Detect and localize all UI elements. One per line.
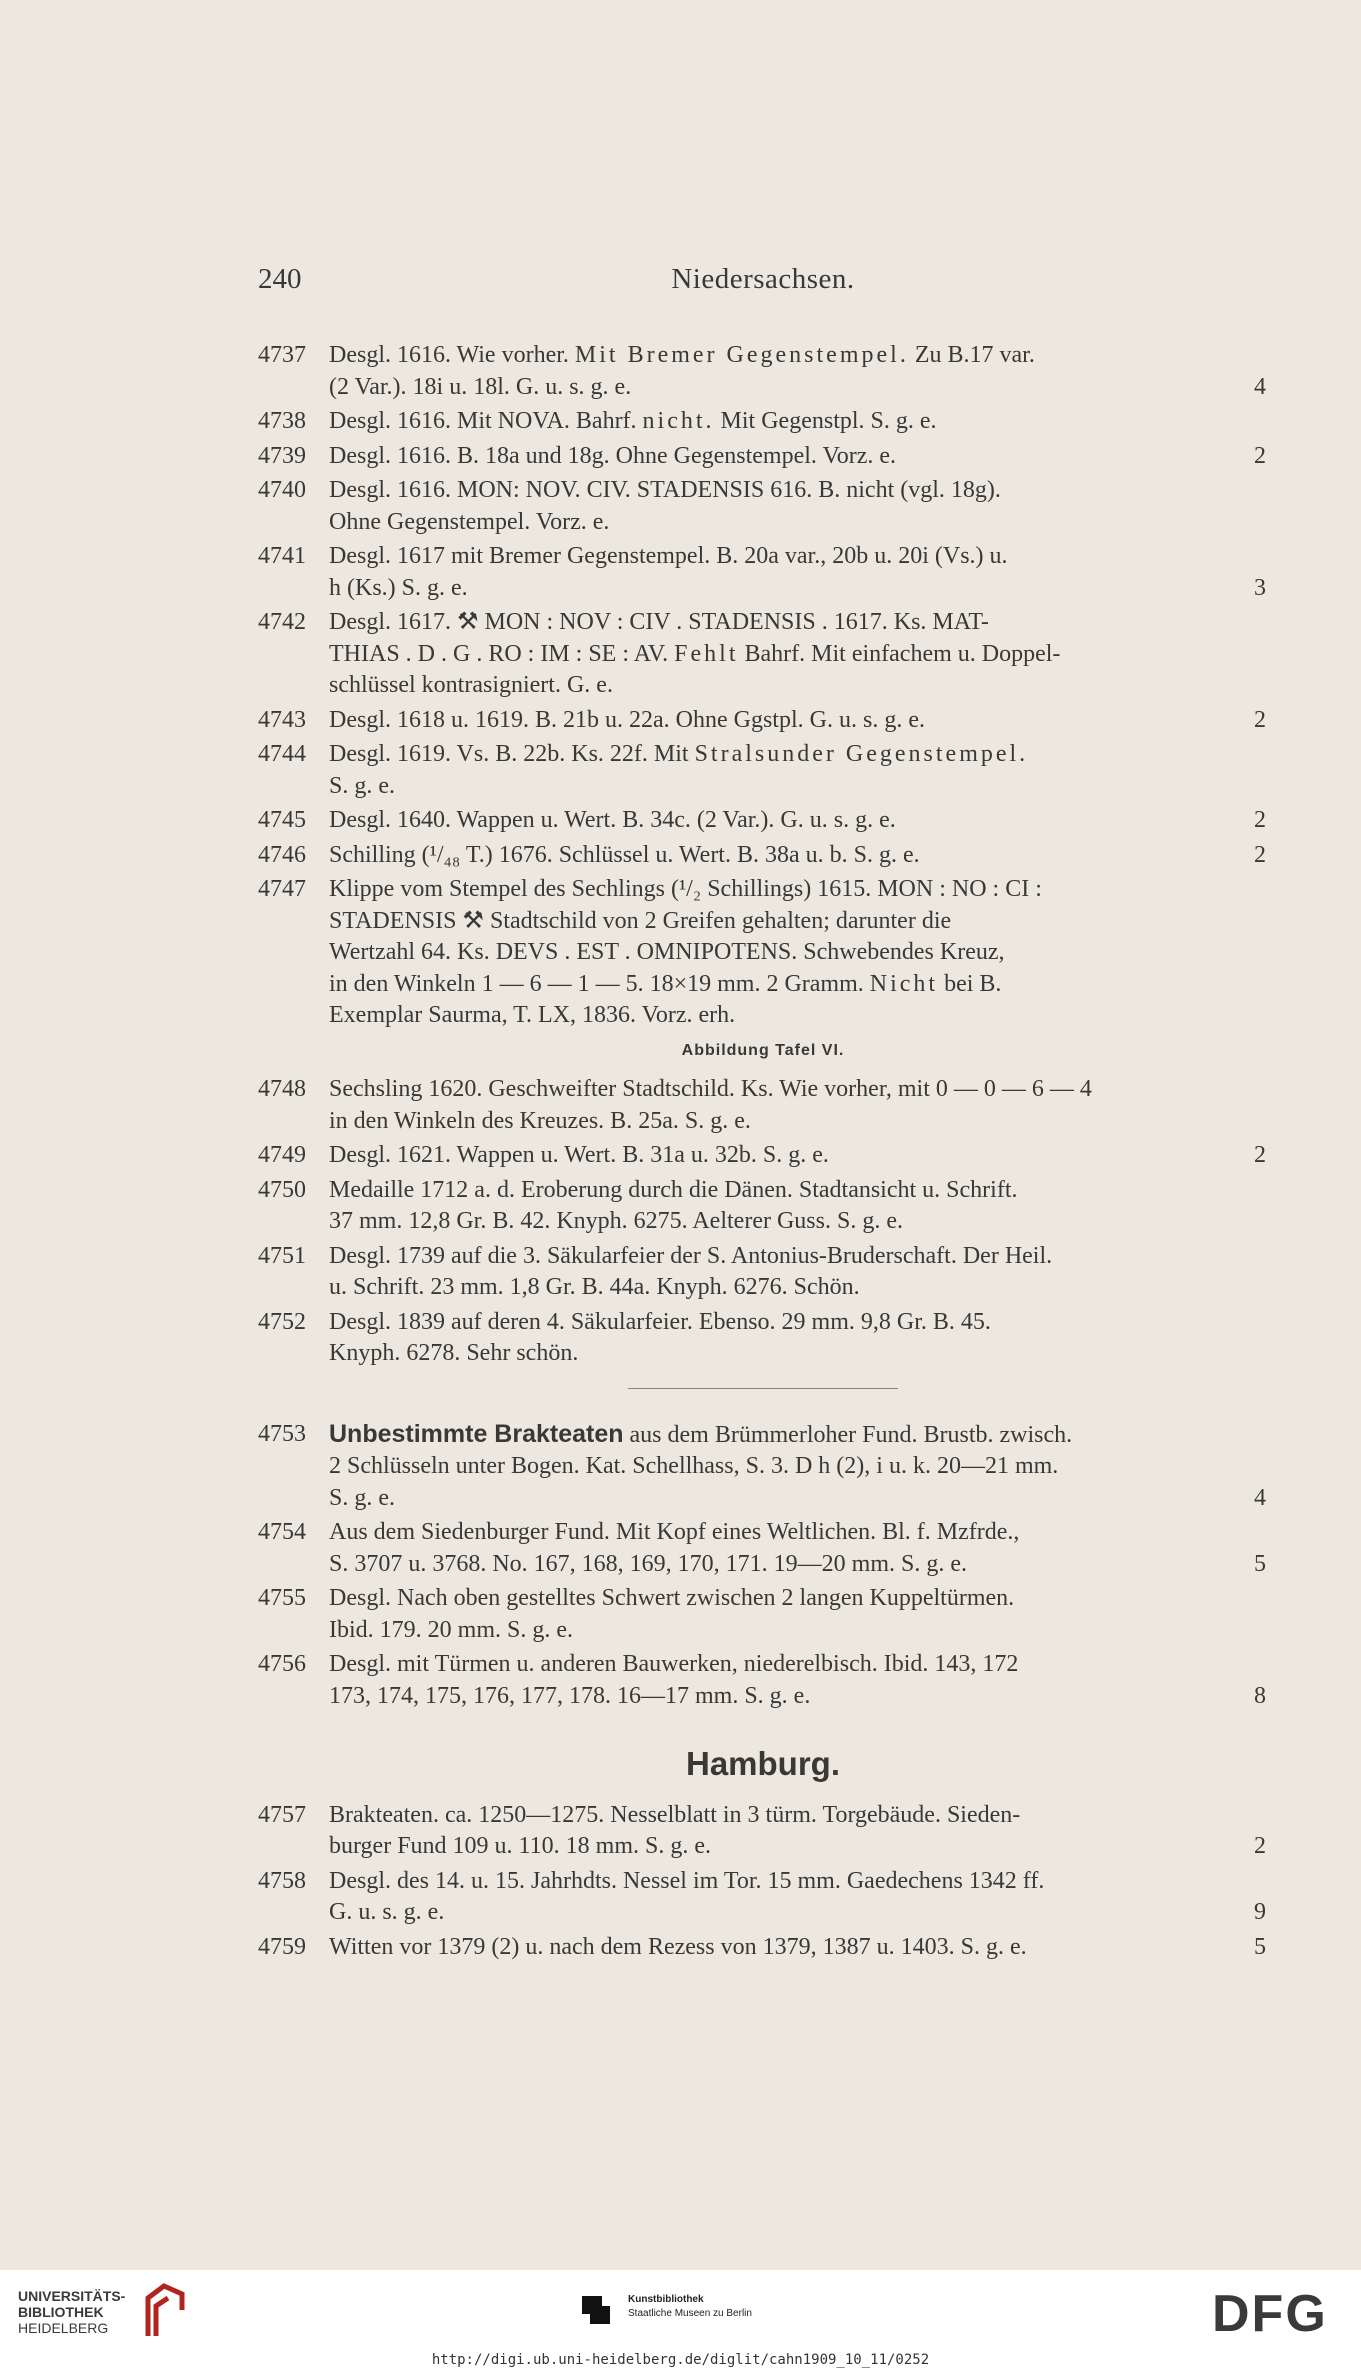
entry-number: 4753 bbox=[258, 1420, 306, 1447]
catalog-entry bbox=[258, 475, 1268, 538]
catalog-entry bbox=[258, 1583, 1268, 1646]
entry-line bbox=[329, 1175, 1268, 1207]
bold-heading-text: Unbestimmte Brakteaten bbox=[329, 1419, 624, 1448]
entry-text: bei B. bbox=[938, 970, 1002, 997]
entry-number: 4742 bbox=[258, 609, 306, 635]
entry-line bbox=[329, 1866, 1268, 1898]
kunstbibliothek-logo[interactable] bbox=[580, 2292, 810, 2332]
entry-line bbox=[329, 1615, 1268, 1647]
entry-text: Brakteaten. ca. 1250—1275. Nesselblatt in 3 türm. Torgebäude. Sieden- bbox=[329, 1801, 1021, 1828]
entry-text: Desgl. 1621. Wappen u. Wert. B. 31a u. 32b. S. g. e. bbox=[329, 1142, 829, 1168]
entry-line: 2 Desgl. 1640. Wappen u. Wert. B. 34c. (2 Var.). G. u. s. g. e. bbox=[329, 807, 1266, 833]
entry-line: 4 S. g. e. bbox=[329, 1484, 1266, 1511]
entry-number: 4738 bbox=[258, 408, 306, 434]
entry-line bbox=[329, 1649, 1268, 1681]
catalog-entry bbox=[258, 1419, 1268, 1515]
catalog-entry bbox=[258, 1175, 1268, 1238]
entry-number: 4758 bbox=[258, 1867, 306, 1894]
running-header bbox=[258, 263, 1268, 303]
entry-text: Desgl. 1616. Wie vorher. bbox=[329, 342, 575, 368]
entry-number: 4743 bbox=[258, 706, 306, 733]
entry-line: 2 Schilling (¹/₄₈ T.) 1676. Schlüssel u. Wert. B. 38a u. b. S. g. e. bbox=[329, 841, 1266, 868]
entry-number: 4748 bbox=[258, 1076, 306, 1102]
entry-text: Exemplar Saurma, T. LX, 1836. Vorz. erh. bbox=[329, 1002, 736, 1028]
entry-text: (2 Var.). 18i u. 18l. G. u. s. g. e. bbox=[329, 373, 632, 400]
entry-line bbox=[329, 1106, 1268, 1138]
entry-text: STADENSIS ⚒ Stadtschild von 2 Greifen gehalten; darunter die bbox=[329, 907, 952, 934]
entry-number: 4737 bbox=[258, 342, 306, 368]
entry-text: Klippe vom Stempel des Sechlings (¹/₂ Schillings) 1615. MON : NO : CI : bbox=[329, 876, 1042, 902]
entry-text: Desgl. 1616. B. 18a und 18g. Ohne Gegenstempel. Vorz. e. bbox=[329, 442, 897, 469]
entry-line bbox=[329, 1419, 1268, 1452]
entry-text: THIAS . D . G . RO : IM : SE : AV. bbox=[329, 640, 675, 667]
entry-text: Sechsling 1620. Geschweifter Stadtschild. Ks. Wie vorher, mit 0 — 0 — 6 — 4 bbox=[329, 1076, 1092, 1102]
entry-text: Wertzahl 64. Ks. DEVS . EST . OMNIPOTENS. Schwebendes Kreuz, bbox=[329, 939, 1005, 965]
entry-text: h (Ks.) S. g. e. bbox=[329, 574, 468, 601]
entry-line bbox=[329, 1206, 1268, 1238]
entry-line: 2 burger Fund 109 u. 110. 18 mm. S. g. e. bbox=[329, 1833, 1266, 1859]
entry-number: 4759 bbox=[258, 1933, 306, 1960]
entry-line: 2 Desgl. 1616. B. 18a und 18g. Ohne Gegenstempel. Vorz. e. bbox=[329, 442, 1266, 469]
catalog-entry bbox=[258, 1517, 1268, 1580]
emphasized-text: nicht. bbox=[642, 408, 715, 434]
entry-line bbox=[329, 874, 1268, 906]
entry-text: Desgl. 1616. Mit NOVA. Bahrf. bbox=[329, 408, 643, 434]
dfg-logo[interactable]: DFG bbox=[1212, 2285, 1328, 2343]
entry-line: 2 Desgl. 1618 u. 1619. B. 21b u. 22a. Ohne Ggstpl. G. u. s. g. e. bbox=[329, 706, 1266, 733]
uni-line-2: BIBLIOTHEK bbox=[18, 2304, 104, 2320]
entry-text: G. u. s. g. e. bbox=[329, 1899, 445, 1925]
entry-line bbox=[329, 1000, 1268, 1032]
entry-number: 4752 bbox=[258, 1308, 306, 1335]
page-title: Niedersachsen. bbox=[671, 263, 855, 295]
entry-line bbox=[329, 1583, 1268, 1615]
entry-text: S. 3707 u. 3768. No. 167, 168, 169, 170, 171. 19—20 mm. S. g. e. bbox=[329, 1550, 968, 1577]
entry-line: 8 173, 174, 175, 176, 177, 178. 16—17 mm. S. g. e. bbox=[329, 1682, 1266, 1709]
entry-text: Knyph. 6278. Sehr schön. bbox=[329, 1340, 579, 1366]
entry-number: 4750 bbox=[258, 1176, 306, 1203]
entry-line: 2 Desgl. 1621. Wappen u. Wert. B. 31a u. 32b. S. g. e. bbox=[329, 1142, 1266, 1168]
entry-text: Zu B.17 var. bbox=[908, 342, 1035, 368]
entry-line: 5 Witten vor 1379 (2) u. nach dem Rezess von 1379, 1387 u. 1403. S. g. e. bbox=[329, 1933, 1266, 1960]
entry-line bbox=[329, 1241, 1268, 1273]
catalog-entry bbox=[258, 739, 1268, 802]
permalink-url[interactable]: http://digi.ub.uni-heidelberg.de/diglit/cahn1909_10_11/0252 bbox=[431, 2352, 930, 2368]
entry-text: Desgl. 1839 auf deren 4. Säkularfeier. Ebenso. 29 mm. 9,8 Gr. B. 45. bbox=[329, 1308, 991, 1335]
entry-line bbox=[329, 406, 1268, 438]
entry-number: 4757 bbox=[258, 1801, 306, 1828]
catalog-entry bbox=[258, 441, 1268, 473]
entry-number: 4744 bbox=[258, 741, 306, 767]
entry-number: 4739 bbox=[258, 442, 306, 469]
entry-number: 4755 bbox=[258, 1585, 306, 1611]
emphasized-text: Fehlt bbox=[674, 640, 739, 667]
catalog-entry bbox=[258, 607, 1268, 702]
entry-text: u. Schrift. 23 mm. 1,8 Gr. B. 44a. Knyph. 6276. Schön. bbox=[329, 1274, 860, 1300]
entry-line bbox=[329, 1074, 1268, 1106]
catalog-entry bbox=[258, 840, 1268, 872]
entry-line bbox=[329, 1272, 1268, 1304]
entry-text: S. g. e. bbox=[329, 772, 395, 799]
uni-line-1: UNIVERSITÄTS- bbox=[18, 2288, 126, 2304]
entry-text: Desgl. 1618 u. 1619. B. 21b u. 22a. Ohne Ggstpl. G. u. s. g. e. bbox=[329, 706, 925, 733]
catalog-entry bbox=[258, 1074, 1268, 1137]
entry-text: Medaille 1712 a. d. Eroberung durch die Dänen. Stadtansicht u. Schrift. bbox=[329, 1176, 1018, 1203]
entry-line: 3 h (Ks.) S. g. e. bbox=[329, 574, 1266, 601]
kunstbibliothek-icon bbox=[580, 2292, 612, 2328]
entry-text: Ohne Gegenstempel. Vorz. e. bbox=[329, 508, 610, 535]
entry-text: Desgl. 1739 auf die 3. Säkularfeier der S. Antonius-Bruderschaft. Der Heil. bbox=[329, 1242, 1053, 1269]
catalog-entry bbox=[258, 1140, 1268, 1172]
entry-number: 4747 bbox=[258, 876, 306, 902]
entry-line: 9 G. u. s. g. e. bbox=[329, 1899, 1266, 1925]
entry-text: Desgl. mit Türmen u. anderen Bauwerken, niederelbisch. Ibid. 143, 172 bbox=[329, 1651, 1019, 1677]
entry-text: 2 Schlüsseln unter Bogen. Kat. Schellhass, S. 3. D h (2), i u. k. 20—21 mm. bbox=[329, 1453, 1059, 1479]
entry-text: Ibid. 179. 20 mm. S. g. e. bbox=[329, 1616, 573, 1643]
uni-line-3: HEIDELBERG bbox=[18, 2320, 109, 2336]
entry-number: 4745 bbox=[258, 807, 306, 833]
catalog-entry bbox=[258, 406, 1268, 438]
entry-line bbox=[329, 1517, 1268, 1549]
entry-text: Desgl. Nach oben gestelltes Schwert zwischen 2 langen Kuppeltürmen. bbox=[329, 1585, 1015, 1611]
entries-group-a bbox=[258, 340, 1268, 1032]
kb-line-2: Staatliche Museen zu Berlin bbox=[628, 2308, 752, 2319]
entry-line bbox=[329, 969, 1268, 1001]
entry-text: in den Winkeln des Kreuzes. B. 25a. S. g. e. bbox=[329, 1107, 751, 1134]
entry-line bbox=[329, 670, 1268, 702]
catalog-entry bbox=[258, 705, 1268, 737]
entry-line bbox=[329, 739, 1268, 771]
entry-number: 4746 bbox=[258, 841, 306, 868]
kb-line-1: Kunstbibliothek bbox=[628, 2294, 704, 2305]
emphasized-text: Mit Bremer Gegenstempel. bbox=[574, 342, 909, 368]
entry-number: 4754 bbox=[258, 1519, 306, 1545]
entry-text: 37 mm. 12,8 Gr. B. 42. Knyph. 6275. Aelterer Guss. S. g. e. bbox=[329, 1208, 903, 1234]
catalog-entry bbox=[258, 1649, 1268, 1712]
divider-rule bbox=[628, 1388, 898, 1389]
entry-line bbox=[329, 937, 1268, 969]
catalog-entry bbox=[258, 874, 1268, 1032]
footer-bar bbox=[0, 2270, 1361, 2375]
entry-number: 4740 bbox=[258, 477, 306, 503]
catalog-entry bbox=[258, 1800, 1268, 1863]
emphasized-text: Nicht bbox=[869, 970, 939, 997]
entry-number: 4756 bbox=[258, 1651, 306, 1677]
entry-line bbox=[329, 771, 1268, 803]
entry-text: Schilling (¹/₄₈ T.) 1676. Schlüssel u. Wert. B. 38a u. b. S. g. e. bbox=[329, 841, 920, 868]
entry-text: Aus dem Siedenburger Fund. Mit Kopf eines Weltlichen. Bl. f. Mzfrde., bbox=[329, 1519, 1020, 1545]
section-heading: Hamburg. bbox=[685, 1745, 840, 1782]
entry-text: in den Winkeln 1 — 6 — 1 — 5. 18×19 mm. 2 Gramm. bbox=[329, 970, 870, 997]
plate-reference: Abbildung Tafel VI. bbox=[681, 1041, 845, 1059]
entry-line bbox=[329, 541, 1268, 573]
university-library-logo-icon bbox=[138, 2280, 190, 2342]
entry-number: 4749 bbox=[258, 1142, 306, 1168]
entry-text: 173, 174, 175, 176, 177, 178. 16—17 mm. S. g. e. bbox=[329, 1682, 811, 1709]
entry-text: Desgl. 1640. Wappen u. Wert. B. 34c. (2 Var.). G. u. s. g. e. bbox=[329, 807, 896, 833]
page-number: 240 bbox=[258, 263, 302, 295]
entry-line bbox=[329, 1338, 1268, 1370]
entry-line bbox=[329, 1451, 1268, 1483]
entry-line: 4 (2 Var.). 18i u. 18l. G. u. s. g. e. bbox=[329, 373, 1266, 400]
catalog-entry bbox=[258, 1307, 1268, 1370]
entry-number: 4741 bbox=[258, 543, 306, 569]
entry-line bbox=[329, 507, 1268, 539]
catalog-entry bbox=[258, 1932, 1268, 1964]
entry-text: Desgl. 1619. Vs. B. 22b. Ks. 22f. Mit bbox=[329, 741, 695, 767]
entry-text: Witten vor 1379 (2) u. nach dem Rezess von 1379, 1387 u. 1403. S. g. e. bbox=[329, 1933, 1027, 1960]
university-library-logo-text[interactable] bbox=[18, 2288, 125, 2336]
entries-group-b bbox=[258, 1074, 1268, 1370]
entry-line bbox=[329, 1800, 1268, 1832]
entry-text: Bahrf. Mit einfachem u. Doppel- bbox=[738, 640, 1061, 667]
entry-text: Desgl. 1617. ⚒ MON : NOV : CIV . STADENSIS . 1617. Ks. MAT- bbox=[329, 609, 989, 635]
entry-text: Mit Gegenstpl. S. g. e. bbox=[714, 408, 937, 434]
catalog-entry bbox=[258, 541, 1268, 604]
entry-line bbox=[329, 1307, 1268, 1339]
entries-group-c bbox=[258, 1419, 1268, 1713]
entries-group-d bbox=[258, 1800, 1268, 1964]
entry-number: 4751 bbox=[258, 1242, 306, 1269]
entry-line bbox=[329, 906, 1268, 938]
entry-line: 5 S. 3707 u. 3768. No. 167, 168, 169, 170, 171. 19—20 mm. S. g. e. bbox=[329, 1550, 1266, 1577]
entry-text: S. g. e. bbox=[329, 1484, 395, 1511]
catalog-content bbox=[258, 340, 1268, 1966]
entry-text: Desgl. 1616. MON: NOV. CIV. STADENSIS 616. B. nicht (vgl. 18g). bbox=[329, 477, 1001, 503]
emphasized-text: Stralsunder Gegenstempel. bbox=[694, 741, 1029, 767]
catalog-entry bbox=[258, 1866, 1268, 1929]
entry-line bbox=[329, 340, 1268, 372]
entry-text: burger Fund 109 u. 110. 18 mm. S. g. e. bbox=[329, 1833, 711, 1859]
entry-text: aus dem Brümmerloher Fund. Brustb. zwisch. bbox=[623, 1421, 1073, 1448]
entry-line bbox=[329, 475, 1268, 507]
catalog-entry bbox=[258, 340, 1268, 403]
entry-line bbox=[329, 639, 1268, 671]
catalog-entry bbox=[258, 1241, 1268, 1304]
entry-text: Desgl. 1617 mit Bremer Gegenstempel. B. 20a var., 20b u. 20i (Vs.) u. bbox=[329, 543, 1008, 569]
entry-line bbox=[329, 607, 1268, 639]
entry-text: Desgl. des 14. u. 15. Jahrhdts. Nessel im Tor. 15 mm. Gaedechens 1342 ff. bbox=[329, 1867, 1045, 1894]
catalog-entry bbox=[258, 805, 1268, 837]
entry-text: schlüssel kontrasigniert. G. e. bbox=[329, 672, 613, 698]
